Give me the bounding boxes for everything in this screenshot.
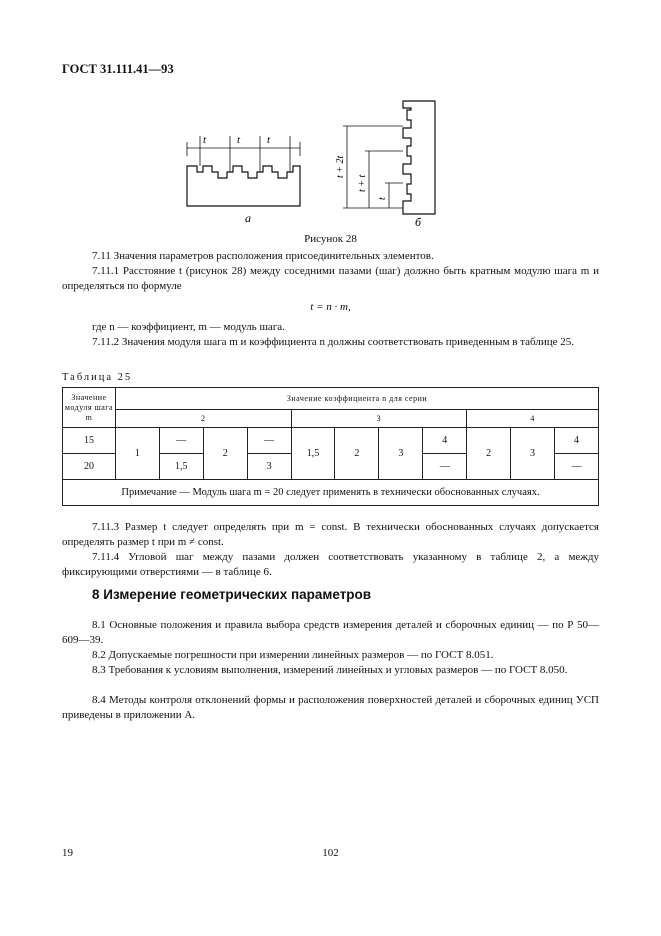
cell-r2-c2: 1,5 bbox=[159, 454, 203, 480]
cell-r2-c9: — bbox=[423, 454, 467, 480]
dim-t-1: t bbox=[203, 134, 207, 146]
cell-r2-c12: — bbox=[554, 454, 598, 480]
cell-merged-7: 3 bbox=[379, 428, 423, 480]
cell-merged-3: 2 bbox=[203, 428, 247, 480]
dim-vert-1: t bbox=[377, 197, 388, 200]
section-8-title: 8 Измерение геометрических параметров bbox=[92, 587, 372, 602]
cell-merged-5: 1,5 bbox=[291, 428, 335, 480]
page-number-center: 102 bbox=[322, 847, 339, 859]
cell-r1-c12: 4 bbox=[554, 428, 598, 454]
cell-merged-10: 2 bbox=[467, 428, 511, 480]
figure-label-a: а bbox=[245, 211, 251, 225]
dim-vert-3: t + 2t bbox=[335, 155, 346, 178]
cell-r1-c9: 4 bbox=[423, 428, 467, 454]
series-2: 2 bbox=[115, 410, 291, 428]
page-number-left: 19 bbox=[62, 847, 73, 859]
figure-caption: Рисунок 28 bbox=[304, 233, 357, 245]
table-25 bbox=[62, 387, 599, 506]
figure-label-b: б bbox=[415, 215, 422, 229]
paragraph-8-3: 8.3 Требования к условиям выполнения, измерений линейных и угловых размеров — по ГОСТ 8.050. bbox=[92, 664, 568, 676]
paragraph-8-1: 8.1 Основные положения и правила выбора средств измерения деталей и сборочных единиц — по Р 50—609—39. bbox=[62, 619, 599, 646]
header-coefficient: Значение коэффициента n для серии bbox=[115, 388, 598, 410]
cell-m-20: 20 bbox=[63, 454, 116, 480]
dim-vert-2: t + t bbox=[357, 174, 368, 192]
paragraph-7-11-1: 7.11.1 Расстояние t (рисунок 28) между соседними пазами (шаг) должно быть кратным модулю шага m и определяться по формуле bbox=[62, 265, 599, 292]
formula: t = n · m, bbox=[310, 301, 351, 313]
header-module: Значение модуля шага m bbox=[63, 388, 116, 428]
dim-t-3: t bbox=[267, 134, 271, 146]
paragraph-7-11-2: 7.11.2 Значения модуля шага m и коэффициента n должны соответствовать приведенным в таблице 25. bbox=[92, 336, 575, 348]
slotted-block-outline bbox=[187, 166, 300, 206]
table-note: Примечание — Модуль шага m = 20 следует применять в технически обоснованных случаях. bbox=[63, 480, 599, 506]
paragraph-7-11: 7.11 Значения параметров расположения присоединительных элементов. bbox=[92, 250, 434, 262]
cell-r1-c4: — bbox=[247, 428, 291, 454]
cell-merged-11: 3 bbox=[511, 428, 555, 480]
cell-r1-c2: — bbox=[159, 428, 203, 454]
paragraph-7-11-4: 7.11.4 Угловой шаг между пазами должен соответствовать указанному в таблице 2, а между фиксирующими отверстиями — в таблице 6. bbox=[62, 551, 599, 578]
dim-t-2: t bbox=[237, 134, 241, 146]
figure-28-drawing bbox=[175, 96, 455, 246]
document-header: ГОСТ 31.111.41—93 bbox=[62, 62, 174, 76]
series-3: 3 bbox=[291, 410, 467, 428]
table-caption: Таблица 25 bbox=[62, 372, 133, 383]
paragraph-8-4: 8.4 Методы контроля отклонений формы и расположения поверхностей деталей и сборочных единиц УСП приведены в приложении А. bbox=[62, 694, 599, 721]
paragraph-where: где n — коэффициент, m — модуль шага. bbox=[92, 321, 285, 333]
paragraph-7-11-3: 7.11.3 Размер t следует определять при m = const. В технически обоснованных случаях допускается определять размер t при m ≠ const. bbox=[62, 521, 599, 548]
slotted-plate-outline bbox=[403, 101, 435, 214]
paragraph-8-2: 8.2 Допускаемые погрешности при измерении линейных размеров — по ГОСТ 8.051. bbox=[92, 649, 494, 661]
cell-merged-6: 2 bbox=[335, 428, 379, 480]
cell-m-15: 15 bbox=[63, 428, 116, 454]
series-4: 4 bbox=[467, 410, 599, 428]
cell-r2-c4: 3 bbox=[247, 454, 291, 480]
cell-merged-1: 1 bbox=[115, 428, 159, 480]
